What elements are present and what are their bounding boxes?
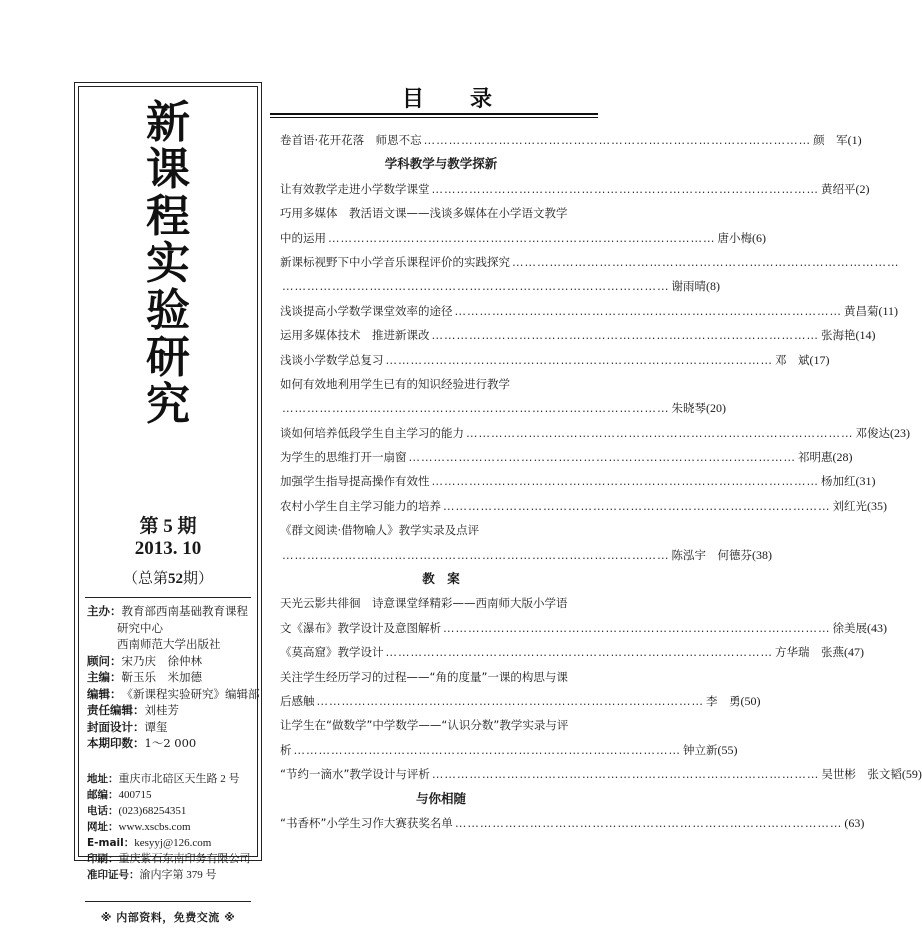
toc-entry-page: (14) bbox=[855, 328, 876, 343]
credit-label: 责任编辑： bbox=[87, 703, 145, 717]
leader-dots: ………………………………………………………………………………… bbox=[408, 450, 796, 465]
credit-row bbox=[87, 702, 253, 719]
leader-dots: ………………………………………………………………………………… bbox=[443, 620, 831, 635]
toc-entry-author: 唐小梅 bbox=[717, 230, 752, 245]
contact-row bbox=[87, 819, 253, 835]
toc-entry-author: 谢雨晴 bbox=[671, 279, 706, 294]
toc-entry bbox=[280, 323, 876, 347]
toc-entry-page: (50) bbox=[740, 693, 761, 708]
toc-entry-page: (31) bbox=[855, 474, 876, 489]
toc-entry-author: 吴世彬 张文韬 bbox=[821, 767, 902, 782]
toc-entry-author: 李 勇 bbox=[706, 693, 741, 708]
toc-entry-author: 朱晓琴 bbox=[671, 401, 706, 416]
title-char: 程 bbox=[146, 191, 190, 242]
contact-value: kesyyj@126.com bbox=[134, 837, 212, 849]
credit-label: 编辑： bbox=[87, 686, 122, 701]
credit-row bbox=[87, 719, 253, 736]
issue-total-prefix: （总第 bbox=[122, 571, 168, 587]
credit-value: 教育部西南基础教育课程 bbox=[121, 604, 248, 618]
toc-entry-author: 黄昌菊 bbox=[844, 303, 879, 318]
journal-title bbox=[75, 99, 261, 428]
toc-entry-title: 让学生在“做数学”中学数学——“认识分数”教学实录与评 bbox=[280, 718, 569, 733]
toc-entry bbox=[280, 421, 910, 445]
toc-entry-page: (47) bbox=[844, 645, 864, 660]
toc-entry-line bbox=[280, 372, 602, 396]
credits-block bbox=[87, 603, 260, 752]
issue-total-number: 52 bbox=[168, 571, 183, 587]
credit-row bbox=[87, 653, 253, 670]
toc-entry-title: 中的运用 bbox=[280, 230, 326, 245]
credit-value: 靳玉乐 米加德 bbox=[121, 670, 202, 684]
toc-entry-title: 后感触 bbox=[280, 693, 315, 708]
toc-entry-title: 谈如何培养低段学生自主学习的能力 bbox=[280, 425, 464, 440]
toc-entry-page: (2) bbox=[855, 181, 870, 196]
toc-entry-page: (23) bbox=[890, 425, 910, 440]
credit-value: 1～2 000 bbox=[144, 736, 197, 750]
contact-row bbox=[87, 787, 253, 803]
credit-value: 《新课程实验研究》编辑部 bbox=[121, 686, 260, 701]
toc-entry-title: 让有效教学走进小学数学课堂 bbox=[280, 181, 430, 196]
toc-entry bbox=[280, 494, 887, 518]
toc-entry-title: 关注学生经历学习的过程——“角的度量”一课的构思与课 bbox=[280, 669, 568, 684]
toc-entry-page: (43) bbox=[867, 620, 887, 635]
toc-entry-page: (38) bbox=[752, 547, 772, 562]
toc-entry-author: 颜 军 bbox=[813, 133, 848, 147]
table-of-contents bbox=[280, 128, 922, 835]
toc-entry-line bbox=[280, 250, 900, 274]
contact-row bbox=[87, 835, 253, 851]
masthead-panel bbox=[74, 82, 262, 924]
contact-label: 邮编： bbox=[87, 789, 119, 801]
toc-entry-title: “节约一滴水”教学设计与评析 bbox=[280, 767, 430, 782]
credit-value: 研究中心 bbox=[117, 620, 163, 635]
credit-row bbox=[87, 669, 253, 686]
toc-entry-author: 方华瑞 张燕 bbox=[775, 645, 844, 660]
issue-date: 2013. 10 bbox=[134, 538, 202, 559]
credit-label: 主办： bbox=[87, 604, 122, 618]
toc-entry-title: 浅谈提高小学数学课堂效率的途径 bbox=[280, 303, 453, 318]
title-char: 实 bbox=[146, 238, 190, 289]
credit-row bbox=[87, 686, 260, 703]
toc-entry-title: 农村小学生自主学习能力的培养 bbox=[280, 498, 441, 513]
toc-entry-title: 天光云影共徘徊 诗意课堂绎精彩——西南师大版小学语 bbox=[280, 596, 568, 611]
toc-entry-author: 邓俊达 bbox=[855, 425, 890, 440]
toc-entry-page: (1) bbox=[847, 133, 862, 147]
toc-heading: 目录 bbox=[402, 87, 539, 112]
toc-entry-title: 为学生的思维打开一扇窗 bbox=[280, 450, 407, 465]
title-char: 验 bbox=[146, 285, 190, 336]
contact-label: 印刷： bbox=[87, 853, 119, 865]
toc-entry-author: 钟立新 bbox=[683, 742, 718, 757]
toc-entry-line bbox=[280, 543, 772, 567]
internal-note: ※ 内部资料，免费交流 ※ bbox=[100, 911, 236, 924]
toc-entry-title: 加强学生指导提高操作有效性 bbox=[280, 474, 430, 489]
leader-dots: ………………………………………………………………………………… bbox=[293, 742, 681, 757]
contact-row bbox=[87, 771, 253, 787]
leader-dots: ………………………………………………………………………………… bbox=[282, 547, 670, 562]
leader-dots: ………………………………………………………………………………… bbox=[282, 279, 670, 294]
toc-entry-line bbox=[280, 274, 720, 298]
leader-dots: ………………………………………………………………………………… bbox=[282, 401, 670, 416]
contact-label: 电话： bbox=[87, 805, 119, 817]
toc-entry bbox=[280, 689, 761, 713]
credit-row bbox=[87, 636, 253, 653]
leader-dots: ………………………………………………………………………………… bbox=[385, 645, 773, 660]
toc-entry bbox=[280, 738, 738, 762]
contact-row bbox=[87, 867, 253, 883]
leader-dots: ………………………………………………………………………………… bbox=[512, 254, 900, 269]
toc-entry-page: (11) bbox=[878, 303, 899, 318]
credit-label: 主编： bbox=[87, 670, 122, 684]
leader-dots: ………………………………………………………………………………… bbox=[454, 815, 843, 830]
credit-row bbox=[87, 735, 253, 752]
toc-entry-author: 杨加红 bbox=[821, 474, 856, 489]
toc-entry-title: 《莫高窟》教学设计 bbox=[280, 645, 384, 660]
toc-entry-author: 刘红光 bbox=[832, 498, 867, 513]
toc-entry-page: (6) bbox=[752, 230, 766, 245]
contact-value: 重庆紫石东南印务有限公司 bbox=[118, 853, 251, 865]
credit-value: 刘桂芳 bbox=[144, 703, 179, 717]
leader-dots: ………………………………………………………………………………… bbox=[423, 133, 812, 147]
toc-entry bbox=[280, 128, 862, 152]
leader-dots: ………………………………………………………………………………… bbox=[454, 303, 842, 318]
credit-row bbox=[87, 603, 253, 620]
toc-heading-rule-thin bbox=[270, 117, 598, 118]
toc-entry-line bbox=[280, 591, 602, 615]
toc-entry bbox=[280, 226, 766, 250]
credit-value: 西南师范大学出版社 bbox=[117, 637, 221, 651]
toc-section-heading: 学科教学与教学探新 bbox=[384, 156, 498, 172]
credit-value: 宋乃庆 徐仲林 bbox=[121, 653, 202, 668]
contact-value: 渝内字第 379 号 bbox=[139, 869, 217, 881]
issue-number: 第 5 期 bbox=[139, 516, 197, 537]
leader-dots: ………………………………………………………………………………… bbox=[328, 230, 716, 245]
credit-row bbox=[87, 620, 253, 637]
credit-label: 本期印数： bbox=[87, 736, 145, 750]
toc-entry bbox=[280, 811, 865, 835]
toc-entry-author: 张海艳 bbox=[821, 328, 856, 343]
contact-label: 网址： bbox=[87, 821, 119, 833]
contact-label: 准印证号： bbox=[87, 869, 140, 881]
toc-entry-page: (28) bbox=[832, 450, 853, 465]
credit-label: 封面设计： bbox=[87, 719, 145, 734]
toc-section-heading: 与你相随 bbox=[415, 790, 466, 806]
toc-entry-page: (8) bbox=[706, 279, 720, 294]
toc-entry-author: 陈泓宇 何德芬 bbox=[671, 547, 752, 562]
toc-entry-author: 祁明惠 bbox=[798, 450, 833, 465]
toc-entry-author: 黄绍平 bbox=[821, 181, 856, 196]
leader-dots: ………………………………………………………………………………… bbox=[431, 474, 819, 489]
leader-dots: ………………………………………………………………………………… bbox=[385, 352, 773, 367]
contact-value: (023)68254351 bbox=[118, 805, 187, 817]
toc-entry-title: 浅谈小学数学总复习 bbox=[280, 352, 384, 367]
toc-entry-author: 徐美展 bbox=[832, 620, 867, 635]
toc-entry-line bbox=[280, 518, 602, 542]
toc-entry-page: (59) bbox=[901, 767, 922, 782]
toc-entry-line bbox=[280, 665, 602, 689]
issue-total bbox=[75, 567, 261, 588]
toc-entry-title: 析 bbox=[280, 742, 292, 757]
contact-label: E-mail： bbox=[87, 837, 135, 849]
toc-entry-title: 运用多媒体技术 推进新课改 bbox=[280, 328, 430, 343]
toc-entry-page: (20) bbox=[706, 401, 726, 416]
contact-row bbox=[87, 851, 253, 867]
contact-label: 地址： bbox=[87, 773, 119, 785]
credit-value: 谭玺 bbox=[144, 719, 168, 734]
divider bbox=[85, 597, 251, 598]
toc-entry bbox=[280, 445, 853, 469]
toc-entry bbox=[280, 177, 870, 201]
contact-block bbox=[87, 771, 253, 883]
divider bbox=[85, 901, 251, 902]
toc-entry-line bbox=[280, 713, 602, 737]
leader-dots: ………………………………………………………………………………… bbox=[316, 693, 704, 708]
toc-entry-title: 《群文阅读·借物喻人》教学实录及点评 bbox=[280, 523, 480, 538]
contact-row bbox=[87, 803, 253, 819]
contact-value: www.xscbs.com bbox=[118, 821, 191, 833]
toc-entry-title: 文《瀑布》教学设计及意图解析 bbox=[280, 620, 441, 635]
toc-entry-title: 新课标视野下中小学音乐课程评价的实践探究 bbox=[280, 254, 510, 269]
title-char: 新 bbox=[146, 97, 190, 148]
title-char: 课 bbox=[146, 144, 190, 195]
toc-entry bbox=[280, 348, 830, 372]
toc-entry-page: (17) bbox=[809, 352, 830, 367]
toc-heading-rule bbox=[270, 113, 598, 115]
toc-entry-title: 巧用多媒体 教活语文课——浅谈多媒体在小学语文教学 bbox=[280, 206, 568, 221]
title-char: 研 bbox=[146, 332, 190, 383]
leader-dots: ………………………………………………………………………………… bbox=[431, 328, 819, 343]
toc-entry-title: “书香杯”小学生习作大赛获奖名单 bbox=[280, 815, 453, 830]
credit-label: 顾问： bbox=[87, 653, 122, 668]
toc-section-heading: 教 案 bbox=[422, 571, 460, 587]
leader-dots: ………………………………………………………………………………… bbox=[431, 181, 819, 196]
contact-value: 重庆市北碚区天生路 2 号 bbox=[118, 773, 240, 785]
leader-dots: ………………………………………………………………………………… bbox=[431, 767, 820, 782]
issue-total-suffix: 期） bbox=[183, 571, 214, 587]
toc-entry-line bbox=[280, 201, 602, 225]
toc-entry bbox=[280, 299, 899, 323]
toc-entry-title: 如何有效地利用学生已有的知识经验进行教学 bbox=[280, 376, 510, 391]
toc-entry-page: (55) bbox=[717, 742, 738, 757]
toc-entry-page: (63) bbox=[844, 815, 865, 830]
toc-entry bbox=[280, 640, 864, 664]
leader-dots: ………………………………………………………………………………… bbox=[466, 425, 854, 440]
leader-dots: ………………………………………………………………………………… bbox=[443, 498, 831, 513]
toc-entry-title: 卷首语·花开花落 师恩不忘 bbox=[280, 133, 422, 147]
toc-entry-page: (35) bbox=[867, 498, 887, 513]
title-char: 究 bbox=[146, 379, 190, 430]
toc-entry bbox=[280, 616, 887, 640]
toc-entry bbox=[280, 469, 876, 493]
toc-entry-author: 邓 斌 bbox=[775, 352, 810, 367]
contact-value: 400715 bbox=[118, 789, 152, 801]
toc-entry-line bbox=[280, 396, 726, 420]
toc-entry bbox=[280, 762, 922, 786]
